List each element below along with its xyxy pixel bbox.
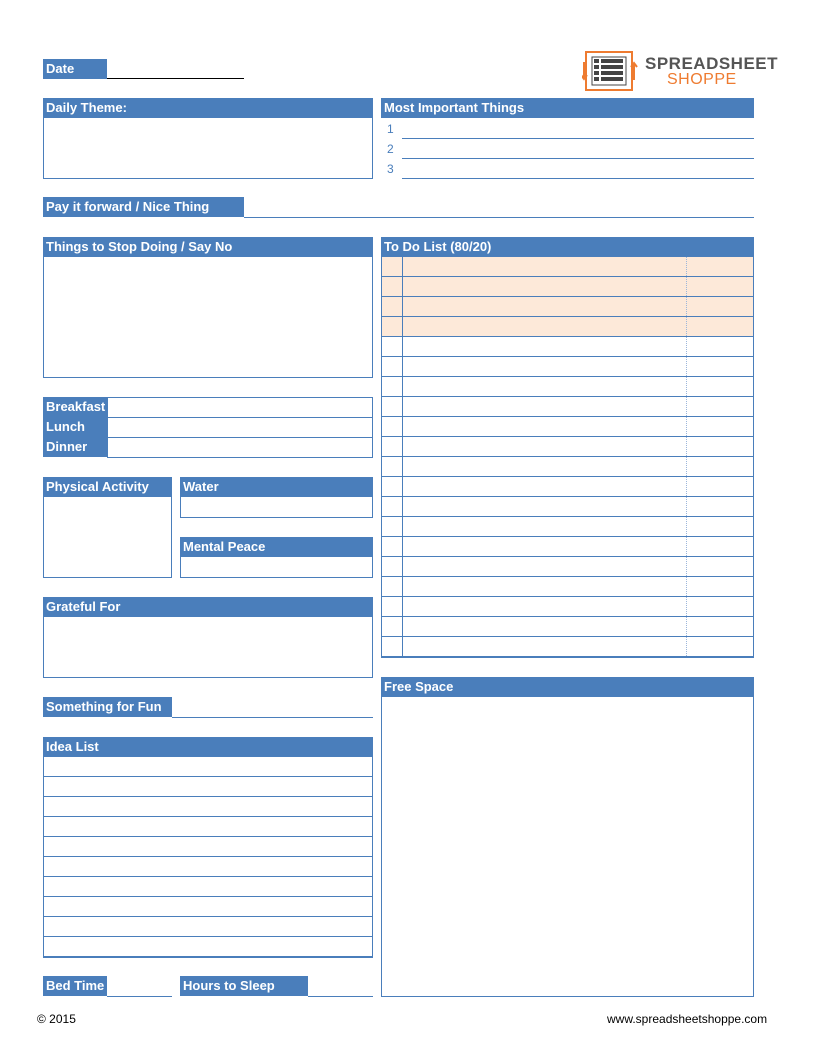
grateful-box[interactable]	[43, 617, 373, 678]
todo-check-cell[interactable]	[382, 397, 403, 416]
idea-list-row[interactable]	[44, 777, 372, 797]
todo-check-cell[interactable]	[382, 477, 403, 496]
todo-grid	[381, 257, 754, 658]
daily-theme-box[interactable]	[43, 118, 373, 179]
hours-sleep-label: Hours to Sleep	[180, 976, 308, 996]
todo-row[interactable]	[382, 537, 753, 557]
pay-forward-label: Pay it forward / Nice Thing	[43, 197, 244, 217]
todo-priority-cell[interactable]	[686, 437, 753, 456]
most-important-header: Most Important Things	[381, 98, 754, 118]
todo-row[interactable]	[382, 317, 753, 337]
important-line-3[interactable]	[402, 159, 754, 179]
important-number-1: 1	[387, 122, 394, 136]
todo-check-cell[interactable]	[382, 497, 403, 516]
todo-check-cell[interactable]	[382, 357, 403, 376]
lunch-field[interactable]	[107, 417, 373, 438]
hours-sleep-line[interactable]	[308, 976, 373, 997]
todo-row[interactable]	[382, 377, 753, 397]
idea-list-row[interactable]	[44, 897, 372, 917]
copyright: © 2015	[37, 1012, 76, 1026]
grateful-header: Grateful For	[43, 597, 373, 617]
physical-activity-header: Physical Activity	[43, 477, 172, 497]
dinner-label: Dinner	[43, 437, 107, 457]
todo-check-cell[interactable]	[382, 537, 403, 556]
todo-row[interactable]	[382, 577, 753, 597]
important-line-2[interactable]	[402, 139, 754, 159]
important-number-2: 2	[387, 142, 394, 156]
todo-priority-cell[interactable]	[686, 297, 753, 316]
bed-time-label: Bed Time	[43, 976, 107, 996]
mental-peace-box[interactable]	[180, 557, 373, 578]
todo-row[interactable]	[382, 437, 753, 457]
water-header: Water	[180, 477, 373, 497]
logo	[582, 48, 779, 94]
todo-check-cell[interactable]	[382, 257, 403, 276]
todo-priority-cell[interactable]	[686, 577, 753, 596]
todo-check-cell[interactable]	[382, 437, 403, 456]
todo-priority-cell[interactable]	[686, 377, 753, 396]
logo-text-line2: SHOPPE	[667, 71, 737, 88]
todo-priority-cell[interactable]	[686, 337, 753, 356]
todo-row[interactable]	[382, 297, 753, 317]
todo-row[interactable]	[382, 557, 753, 577]
todo-row[interactable]	[382, 457, 753, 477]
todo-row[interactable]	[382, 597, 753, 617]
daily-theme-header: Daily Theme:	[43, 98, 373, 118]
pay-forward-line[interactable]	[244, 197, 754, 218]
todo-check-cell[interactable]	[382, 317, 403, 336]
todo-check-cell[interactable]	[382, 337, 403, 356]
todo-row[interactable]	[382, 257, 753, 277]
todo-priority-cell[interactable]	[686, 617, 753, 636]
idea-list-header: Idea List	[43, 737, 373, 757]
todo-check-cell[interactable]	[382, 617, 403, 636]
todo-priority-cell[interactable]	[686, 557, 753, 576]
idea-list-row[interactable]	[44, 917, 372, 937]
physical-activity-box[interactable]	[43, 497, 172, 578]
fun-line[interactable]	[172, 697, 373, 718]
idea-list-row[interactable]	[44, 877, 372, 897]
todo-check-cell[interactable]	[382, 277, 403, 296]
todo-row[interactable]	[382, 637, 753, 657]
todo-row[interactable]	[382, 417, 753, 437]
todo-priority-cell[interactable]	[686, 597, 753, 616]
todo-header: To Do List (80/20)	[381, 237, 754, 257]
todo-check-cell[interactable]	[382, 557, 403, 576]
todo-priority-cell[interactable]	[686, 457, 753, 476]
todo-priority-cell[interactable]	[686, 637, 753, 656]
dinner-field[interactable]	[107, 437, 373, 458]
todo-priority-cell[interactable]	[686, 477, 753, 496]
breakfast-field[interactable]	[107, 397, 373, 418]
mental-peace-header: Mental Peace	[180, 537, 373, 557]
free-space-header: Free Space	[381, 677, 754, 697]
lunch-label: Lunch	[43, 417, 107, 437]
todo-row[interactable]	[382, 337, 753, 357]
idea-list-row[interactable]	[44, 857, 372, 877]
idea-list-row[interactable]	[44, 837, 372, 857]
todo-check-cell[interactable]	[382, 637, 403, 656]
idea-list-row[interactable]	[44, 937, 372, 957]
todo-check-cell[interactable]	[382, 377, 403, 396]
todo-row[interactable]	[382, 617, 753, 637]
spreadsheet-logo-icon	[582, 48, 638, 94]
important-number-3: 3	[387, 162, 394, 176]
date-label: Date	[43, 59, 107, 79]
todo-row[interactable]	[382, 277, 753, 297]
todo-check-cell[interactable]	[382, 597, 403, 616]
todo-priority-cell[interactable]	[686, 497, 753, 516]
stop-doing-box[interactable]	[43, 257, 373, 378]
todo-row[interactable]	[382, 477, 753, 497]
todo-priority-cell[interactable]	[686, 517, 753, 536]
free-space-box[interactable]	[381, 697, 754, 997]
todo-check-cell[interactable]	[382, 297, 403, 316]
date-field[interactable]	[107, 59, 244, 79]
todo-row[interactable]	[382, 357, 753, 377]
idea-list-row[interactable]	[44, 797, 372, 817]
todo-priority-cell[interactable]	[686, 357, 753, 376]
todo-row[interactable]	[382, 517, 753, 537]
todo-check-cell[interactable]	[382, 577, 403, 596]
idea-list-grid	[43, 757, 373, 958]
todo-priority-cell[interactable]	[686, 537, 753, 556]
fun-label: Something for Fun	[43, 697, 172, 717]
todo-row[interactable]	[382, 497, 753, 517]
todo-priority-cell[interactable]	[686, 317, 753, 336]
water-box[interactable]	[180, 497, 373, 518]
stop-doing-header: Things to Stop Doing / Say No	[43, 237, 373, 257]
bed-time-line[interactable]	[107, 976, 172, 997]
logo-text-line1: SPREADSHEET	[645, 54, 779, 73]
todo-priority-cell[interactable]	[686, 257, 753, 276]
todo-priority-cell[interactable]	[686, 277, 753, 296]
todo-row[interactable]	[382, 397, 753, 417]
breakfast-label: Breakfast	[43, 397, 107, 417]
todo-check-cell[interactable]	[382, 417, 403, 436]
important-line-1[interactable]	[402, 119, 754, 139]
todo-priority-cell[interactable]	[686, 417, 753, 436]
todo-check-cell[interactable]	[382, 517, 403, 536]
website-link[interactable]: www.spreadsheetshoppe.com	[607, 1012, 768, 1026]
todo-check-cell[interactable]	[382, 457, 403, 476]
idea-list-row[interactable]	[44, 757, 372, 777]
idea-list-row[interactable]	[44, 817, 372, 837]
todo-priority-cell[interactable]	[686, 397, 753, 416]
